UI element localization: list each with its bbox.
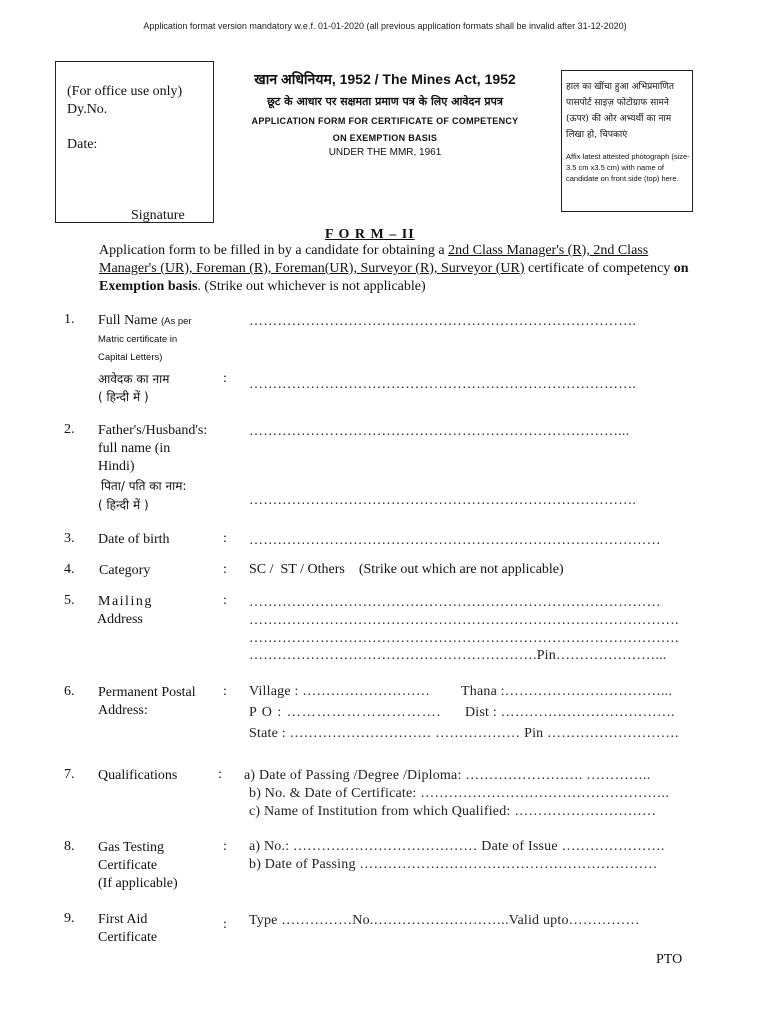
item-6-colon: : — [223, 684, 227, 699]
father-husband-label-3: Hindi) — [98, 459, 135, 474]
full-name-label: Full Name — [98, 313, 161, 328]
item-5-number: 5. — [64, 593, 75, 608]
office-use-label: (For office use only) — [67, 84, 183, 99]
first-aid-label: First Aid — [98, 912, 148, 927]
item-4-number: 4. — [64, 562, 75, 577]
item-1-colon: : — [223, 371, 227, 386]
english-form-title-line1: APPLICATION FORM FOR CERTIFICATE OF COMPETENCY — [251, 116, 519, 126]
mailing-address-line-3[interactable]: ………………………………………………………………………………. — [249, 631, 679, 646]
full-name-note-3: Capital Letters) — [98, 352, 163, 363]
english-form-title-line2: ON EXEMPTION BASIS — [332, 133, 438, 143]
item-7-number: 7. — [64, 767, 75, 782]
category-options[interactable]: SC / ST / Others (Strike out which are not applicable) — [249, 562, 564, 577]
hindi-form-title: छूट के आधार पर सक्षमता प्रमाण पत्र के लिए आवेदन प्रपत्र — [267, 95, 503, 108]
item-1-label — [98, 312, 192, 331]
permanent-address-label: Address: — [98, 703, 148, 718]
mailing-address-line-1[interactable]: …………………………………………………………………………… — [249, 595, 661, 610]
gas-testing-no-date-field[interactable]: a) No.: ………………………………… Date of Issue …………………. — [249, 839, 665, 854]
permanent-postal-label: Permanent Postal — [98, 685, 196, 700]
item-1-number: 1. — [64, 312, 75, 327]
date-label: Date: — [67, 137, 98, 152]
item-2-number: 2. — [64, 422, 75, 437]
pto-label: PTO — [656, 952, 683, 967]
version-note: Application format version mandatory w.e.f. 01-01-2020 (all previous application formats shall be invalid after 31-12-2020) — [143, 21, 627, 31]
full-name-note-2: Matric certificate in — [98, 334, 178, 345]
full-name-field[interactable]: ………………………………………………………………………. — [249, 314, 637, 329]
item-3-number: 3. — [64, 531, 75, 546]
full-name-hindi-field[interactable]: ………………………………………………………………………. — [249, 377, 637, 392]
father-husband-hindi-note: ( हिन्दी में ) — [98, 498, 149, 512]
dist-field[interactable]: Dist : ………………………………. — [465, 705, 675, 720]
village-field[interactable]: Village : ……………………… — [249, 684, 431, 699]
under-mmr: UNDER THE MMR, 1961 — [328, 147, 442, 158]
intro-certificate-types: 2nd Class Manager's (R), 2nd Class Manager's (UR), Foreman (R), Foreman(UR), Surveyor (R), Surveyor (UR) — [99, 243, 649, 276]
qualifications-label: Qualifications — [98, 768, 178, 783]
address-label: Address — [97, 612, 143, 627]
item-9-colon: : — [223, 917, 227, 932]
item-7-colon: : — [218, 767, 222, 782]
applicant-name-hindi-note: ( हिन्दी में ) — [98, 390, 149, 404]
qualification-date-degree-field[interactable]: a) Date of Passing /Degree /Diploma: ……………………. ………….. — [244, 768, 651, 783]
photo-instruction-hindi: हाल का खींचा हुआ अभिप्रमाणित पासपोर्ट साइज़ फोटोग्राफ सामने (ऊपर) की ओर अभ्यर्थी का नाम लिखा हो, चिपकाएं — [566, 82, 674, 140]
father-husband-name-field[interactable]: ……………………………………………………………………... — [249, 424, 630, 439]
father-husband-label: Father's/Husband's: — [98, 423, 208, 438]
gas-testing-applicable-note: (If applicable) — [98, 876, 178, 891]
intro-text-1: Application form to be filled in by a candidate for obtaining a — [99, 243, 449, 258]
gas-testing-label: Gas Testing — [98, 840, 165, 855]
act-title: खान अधिनियम, 1952 / The Mines Act, 1952 — [254, 71, 516, 87]
intro-exemption-basis: on Exemption basis — [99, 261, 689, 294]
photo-instruction-english: Affix latest attested photograph (size-3.5 cm x3.5 cm) with name of candidate on front side (top) here. — [566, 152, 690, 183]
first-aid-type-no-validity-field[interactable]: Type ……………No.………………………..Valid upto…………… — [249, 913, 640, 928]
po-field[interactable]: P O : …………………………. — [249, 705, 442, 720]
item-9-number: 9. — [64, 911, 75, 926]
item-4-colon: : — [223, 562, 227, 577]
item-3-colon: : — [223, 531, 227, 546]
form-title: F O R M – II — [325, 227, 415, 242]
father-husband-hindi-label: पिता/ पति का नाम: — [101, 479, 187, 493]
intro-text-3: . (Strike out whichever is not applicable) — [197, 279, 426, 294]
mailing-label: Mailing — [98, 594, 153, 609]
thana-field[interactable]: Thana :……………………………... — [461, 684, 673, 699]
state-pin-field[interactable]: State : ………………………… ……………… Pin ………………………. — [249, 726, 679, 741]
mailing-address-pin-line[interactable]: …………………………………………………….Pin…………………... — [249, 648, 667, 663]
father-husband-name-hindi-field[interactable]: ………………………………………………………………………. — [249, 493, 637, 508]
gas-testing-passing-date-field[interactable]: b) Date of Passing ……………………………………………………… — [249, 857, 658, 872]
applicant-name-hindi-label: आवेदक का नाम — [98, 372, 170, 386]
item-6-number: 6. — [64, 684, 75, 699]
item-5-colon: : — [223, 593, 227, 608]
photo-box — [561, 70, 693, 212]
mailing-address-line-2[interactable]: ………………………………………………………………………………. — [249, 613, 679, 628]
intro-paragraph — [99, 242, 699, 296]
father-husband-label-2: full name (in — [98, 441, 171, 456]
date-of-birth-field[interactable]: …………………………………………………………………………… — [249, 533, 661, 548]
intro-text-2: certificate of competency — [524, 261, 674, 276]
dy-no-label: Dy.No. — [67, 102, 108, 117]
qualification-institution-field[interactable]: c) Name of Institution from which Qualified: ………………………… — [249, 804, 657, 819]
signature-label: Signature — [131, 208, 185, 223]
first-aid-certificate-label: Certificate — [98, 930, 158, 945]
category-label: Category — [99, 563, 151, 578]
date-of-birth-label: Date of birth — [98, 532, 170, 547]
english-form-title — [222, 113, 548, 147]
item-8-colon: : — [223, 839, 227, 854]
item-8-number: 8. — [64, 839, 75, 854]
full-name-note: (As per — [161, 316, 192, 327]
qualification-certificate-field[interactable]: b) No. & Date of Certificate: …………………………………………….. — [249, 786, 670, 801]
gas-testing-certificate-label: Certificate — [98, 858, 158, 873]
